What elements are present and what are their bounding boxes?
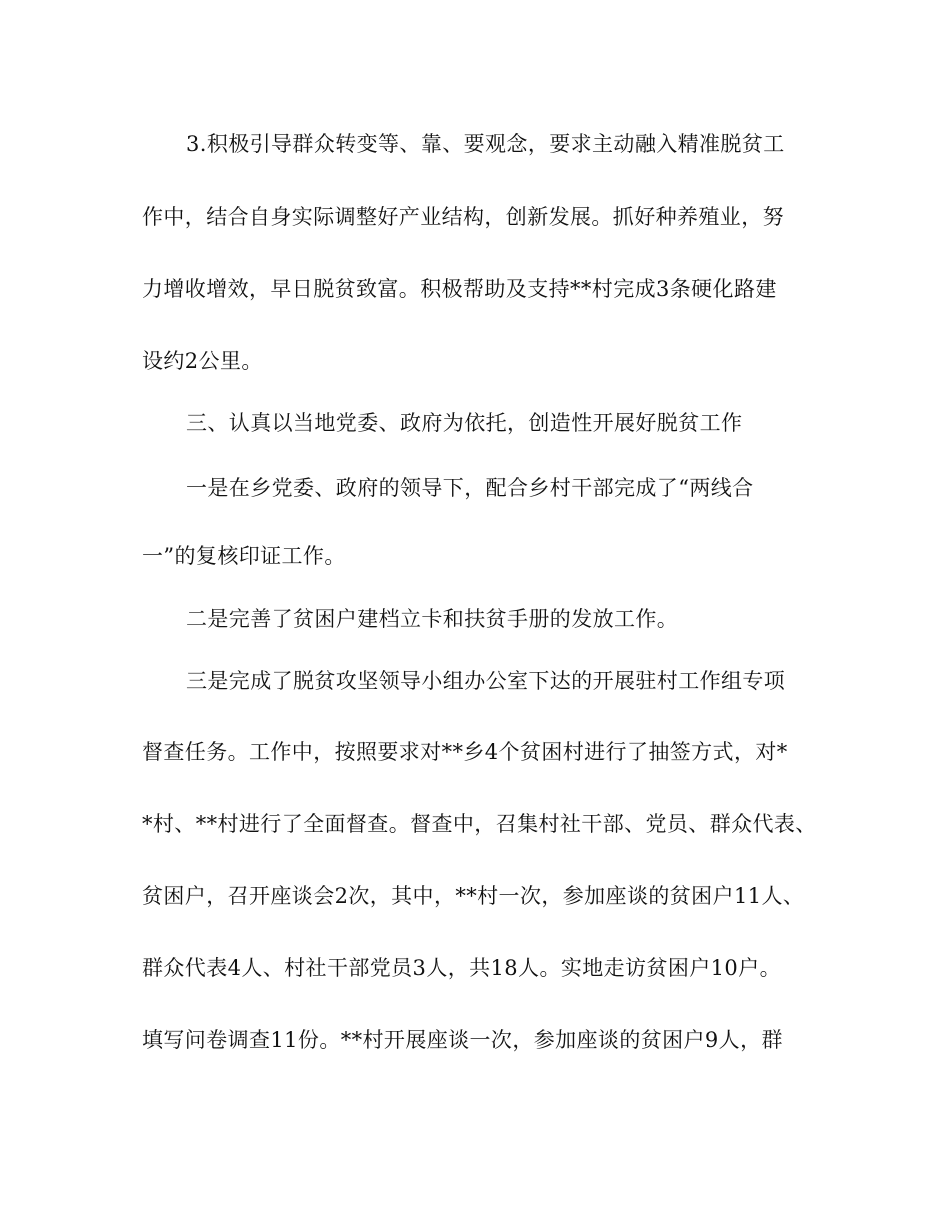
paragraph-line: 一是在乡党委、政府的领导下，配合乡村干部完成了“两线合 [186,476,754,500]
paragraph-line: 设约2公里。 [142,349,263,373]
paragraph-line: 贫困户，召开座谈会2次，其中，**村一次，参加座谈的贫困户11人、 [142,884,805,908]
paragraph-line: 群众代表4人、村社干部党员3人，共18人。实地走访贫困户10户。 [142,956,781,980]
paragraph-line: 3.积极引导群众转变等、靠、要观念，要求主动融入精准脱贫工 [186,132,785,156]
paragraph-line: 二是完善了贫困户建档立卡和扶贫手册的发放工作。 [186,607,679,631]
paragraph-line: *村、**村进行了全面督查。督查中，召集村社干部、党员、群众代表、 [142,812,817,836]
paragraph-line: 督查任务。工作中，按照要求对**乡4个贫困村进行了抽签方式，对* [142,740,788,764]
paragraph-line: 力增收增效，早日脱贫致富。积极帮助及支持**村完成3条硬化路建 [142,277,777,301]
section-heading: 三、认真以当地党委、政府为依托，创造性开展好脱贫工作 [186,411,743,435]
paragraph-line: 填写问卷调查11份。**村开展座谈一次，参加座谈的贫困户9人，群 [142,1028,783,1052]
paragraph-line: 作中，结合自身实际调整好产业结构，创新发展。抓好种养殖业，努 [142,205,784,229]
paragraph-line: 一”的复核印证工作。 [142,544,346,568]
paragraph-line: 三是完成了脱贫攻坚领导小组办公室下达的开展驻村工作组专项 [186,669,786,693]
